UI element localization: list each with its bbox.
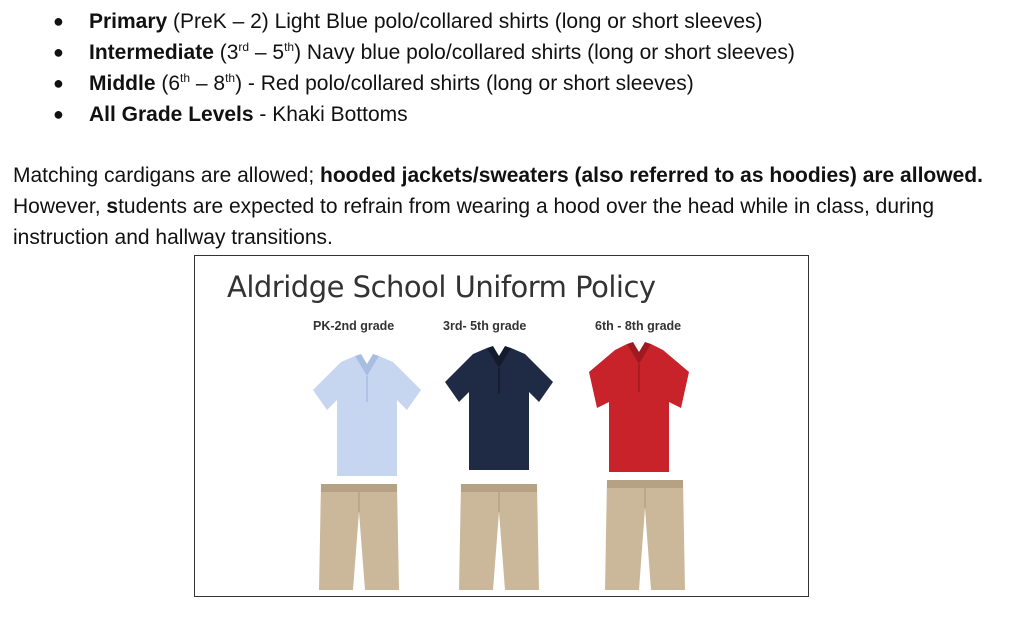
grade-desc: ) Navy blue polo/collared shirts (long or short sleeves) <box>294 41 795 64</box>
para-text: However, <box>13 195 107 218</box>
bullet-icon: ● <box>53 11 64 31</box>
grade-desc: – 8 <box>190 72 226 95</box>
bullet-icon: ● <box>53 104 64 124</box>
para-text: Matching cardigans are allowed; <box>13 164 321 187</box>
uniform-policy-figure <box>194 255 809 597</box>
grade-desc: (6 <box>155 72 181 95</box>
grade-name: Middle <box>89 72 156 95</box>
para-bold: s <box>106 195 119 218</box>
figure-title: Aldridge School Uniform Policy <box>227 270 656 304</box>
superscript: th <box>225 71 236 85</box>
list-item-intermediate <box>0 37 795 68</box>
para-bold: hooded jackets/sweaters (also referred to as hoodies) are allowed. <box>320 164 983 187</box>
grade-desc: ) - Red polo/collared shirts (long or short sleeves) <box>235 72 694 95</box>
khaki-pants-icon <box>603 478 687 592</box>
superscript: th <box>180 71 191 85</box>
superscript: rd <box>238 40 250 54</box>
navy-blue-polo-shirt-icon <box>443 346 555 472</box>
khaki-pants-icon <box>317 482 401 592</box>
list-item-primary <box>0 6 795 37</box>
grade-desc: (PreK – 2) Light Blue polo/collared shirts (long or short sleeves) <box>167 10 763 33</box>
grade-desc: - Khaki Bottoms <box>253 103 408 126</box>
grade-desc: (3 <box>213 41 239 64</box>
column-label-3-5: 3rd- 5th grade <box>443 319 527 333</box>
superscript: th <box>284 40 295 54</box>
list-item-middle <box>0 68 795 99</box>
grade-name: Primary <box>89 10 168 33</box>
bullet-icon: ● <box>53 73 64 93</box>
bullet-icon: ● <box>53 42 64 62</box>
column-label-6-8: 6th - 8th grade <box>595 319 682 333</box>
grade-name: Intermediate <box>89 41 214 64</box>
khaki-pants-icon <box>457 482 541 592</box>
red-polo-shirt-icon <box>587 342 691 474</box>
grade-name: All Grade Levels <box>89 103 254 126</box>
light-blue-polo-shirt-icon <box>311 354 423 478</box>
grade-list <box>0 6 795 130</box>
column-label-pk2: PK-2nd grade <box>313 319 395 333</box>
para-text: tudents are expected to refrain from wearing a hood over the head while in class, during instruction and hallway transitions. <box>13 195 935 249</box>
hoodie-policy-paragraph <box>13 160 1018 253</box>
list-item-all-grades <box>0 99 795 130</box>
grade-desc: – 5 <box>249 41 285 64</box>
